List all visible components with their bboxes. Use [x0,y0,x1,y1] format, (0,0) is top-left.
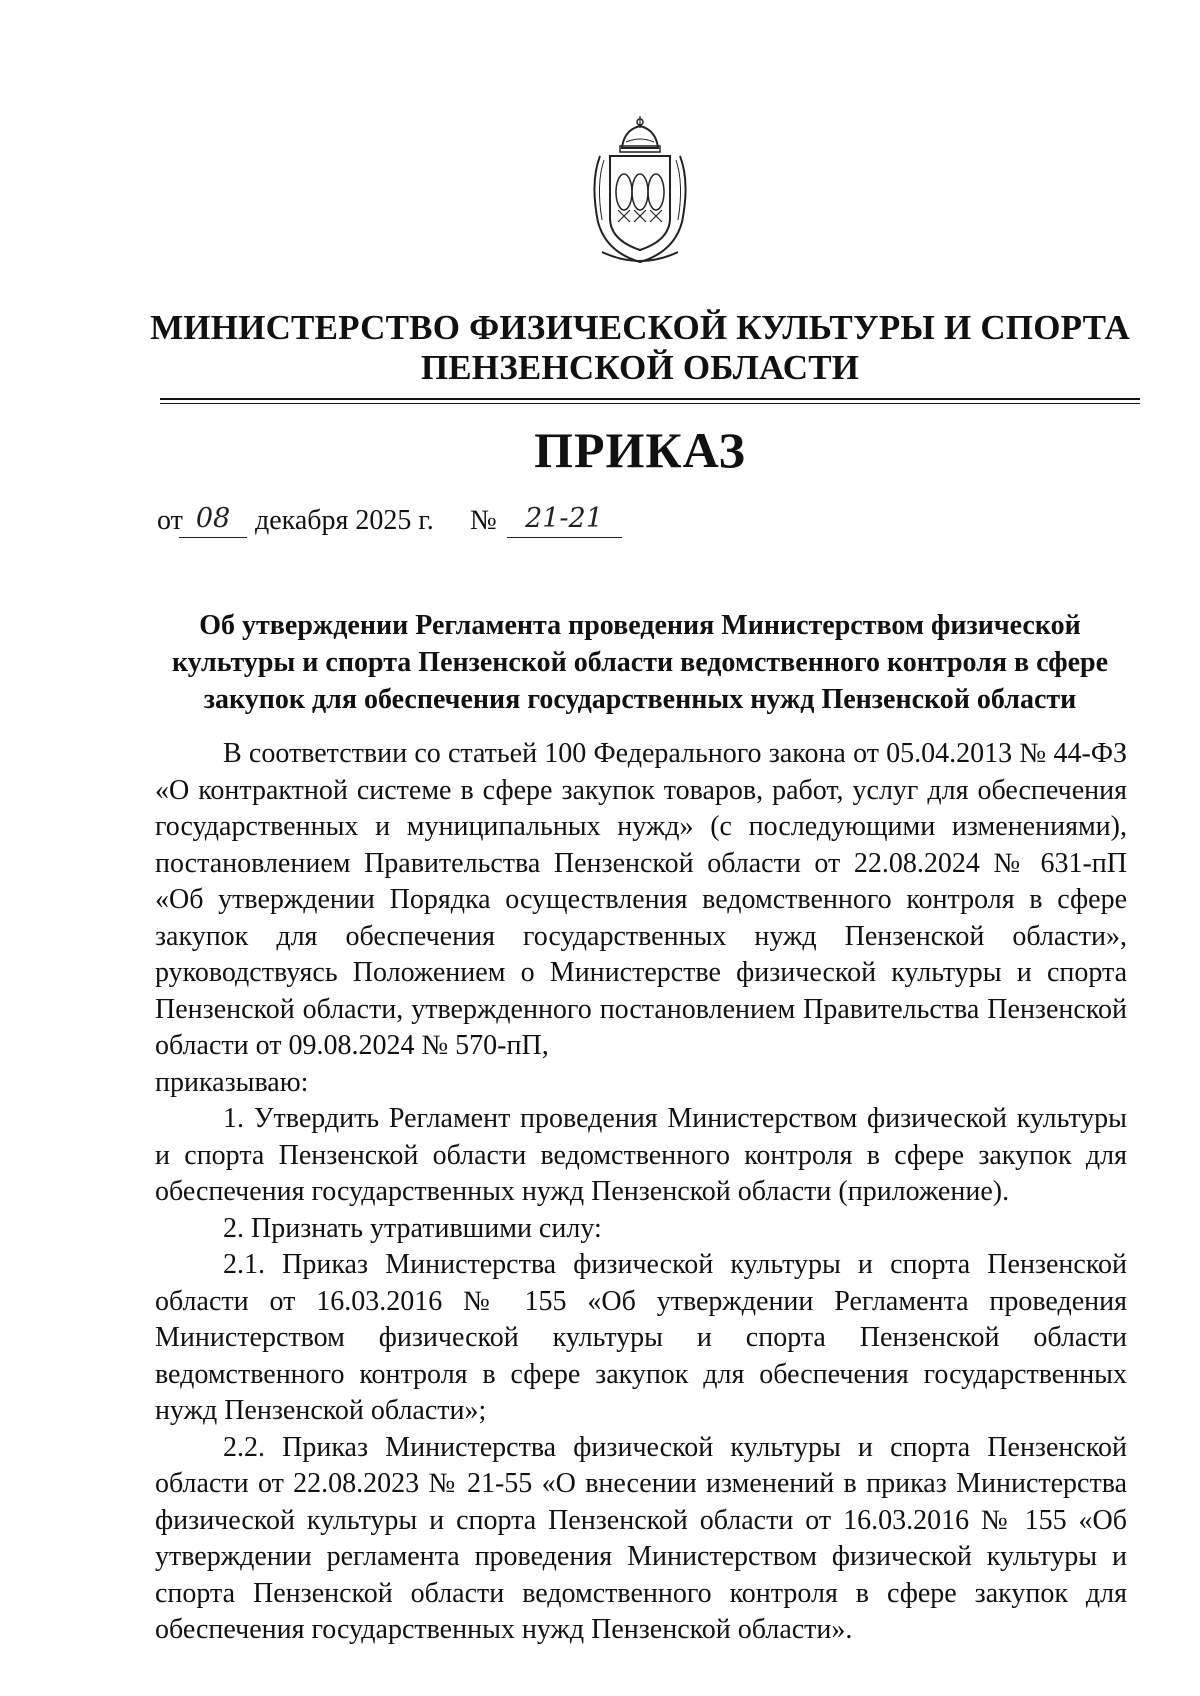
header-divider-thin [160,403,1140,404]
clause-1: 1. Утвердить Регламент проведения Министерством физической культуры и спорта Пензенской области ведомственного контроля в сфере закупок для обеспечения государственных нужд Пензенской области (приложение). [155,1103,1127,1207]
clause-2: 2. Признать утратившими силу: [223,1212,602,1244]
date-day-underline [179,537,247,538]
date-day-handwritten: 08 [195,503,231,534]
header-divider-thick [160,398,1140,400]
preamble-paragraph: В соответствии со статьей 100 Федерального закона от 05.04.2013 № 44-ФЗ «О контрактной системе в сфере закупок товаров, работ, услуг для обеспечения государственных и муниципальных нужд» (с последующими изменениями), постановлением Правительства Пензенской области от 22.08.2024 № 631-пП «Об утверждении Порядка осуществления ведомственного контроля в сфере закупок для обеспечения государственных нужд Пензенской области», руководствуясь Положением о Министерстве физической культуры и спорта Пензенской области, утвержденного постановлением Правительства Пензенской области от 09.08.2024 № 570-пП, [155,738,1127,1061]
document-body [155,736,1127,1649]
order-word: приказываю: [155,1066,309,1098]
ministry-name-line-2: ПЕНЗЕНСКОЙ ОБЛАСТИ [420,348,860,387]
subject-line-2: культуры и спорта Пензенской области ведомственного контроля в сфере [171,647,1109,678]
number-label: № [470,505,497,536]
date-from-label: от [157,505,183,536]
ministry-name-line-1: МИНИСТЕРСТВО ФИЗИЧЕСКОЙ КУЛЬТУРЫ И СПОРТА [150,308,1130,347]
subject-line-1: Об утверждении Регламента проведения Министерством физической [199,610,1081,641]
ministry-name [150,308,1130,388]
document-number-handwritten: 21-21 [525,503,603,534]
coat-of-arms-emblem [580,112,700,272]
document-number-underline [507,537,622,538]
subject-line-3: закупок для обеспечения государственных нужд Пензенской области [203,684,1077,715]
clause-2-2: 2.2. Приказ Министерства физической культуры и спорта Пензенской области от 22.08.2023 № 21-55 «О внесении изменений в приказ Министерства физической культуры и спорта Пензенской области от 16.03.2016 № 155 «Об утверждении регламента проведения Министерством физической культуры и спорта Пензенской области ведомственного контроля в сфере закупок для обеспечения государственных нужд Пензенской области». [155,1431,1127,1645]
clause-2-1: 2.1. Приказ Министерства физической культуры и спорта Пензенской области от 16.03.2016 № 155 «Об утверждении Регламента проведения Министерством физической культуры и спорта Пензенской области ведомственного контроля в сфере закупок для обеспечения государственных нужд Пензенской области»; [155,1249,1127,1426]
document-subject [150,607,1130,718]
date-month-year: декабря 2025 г. [255,505,434,536]
document-title: ПРИКАЗ [534,422,746,478]
